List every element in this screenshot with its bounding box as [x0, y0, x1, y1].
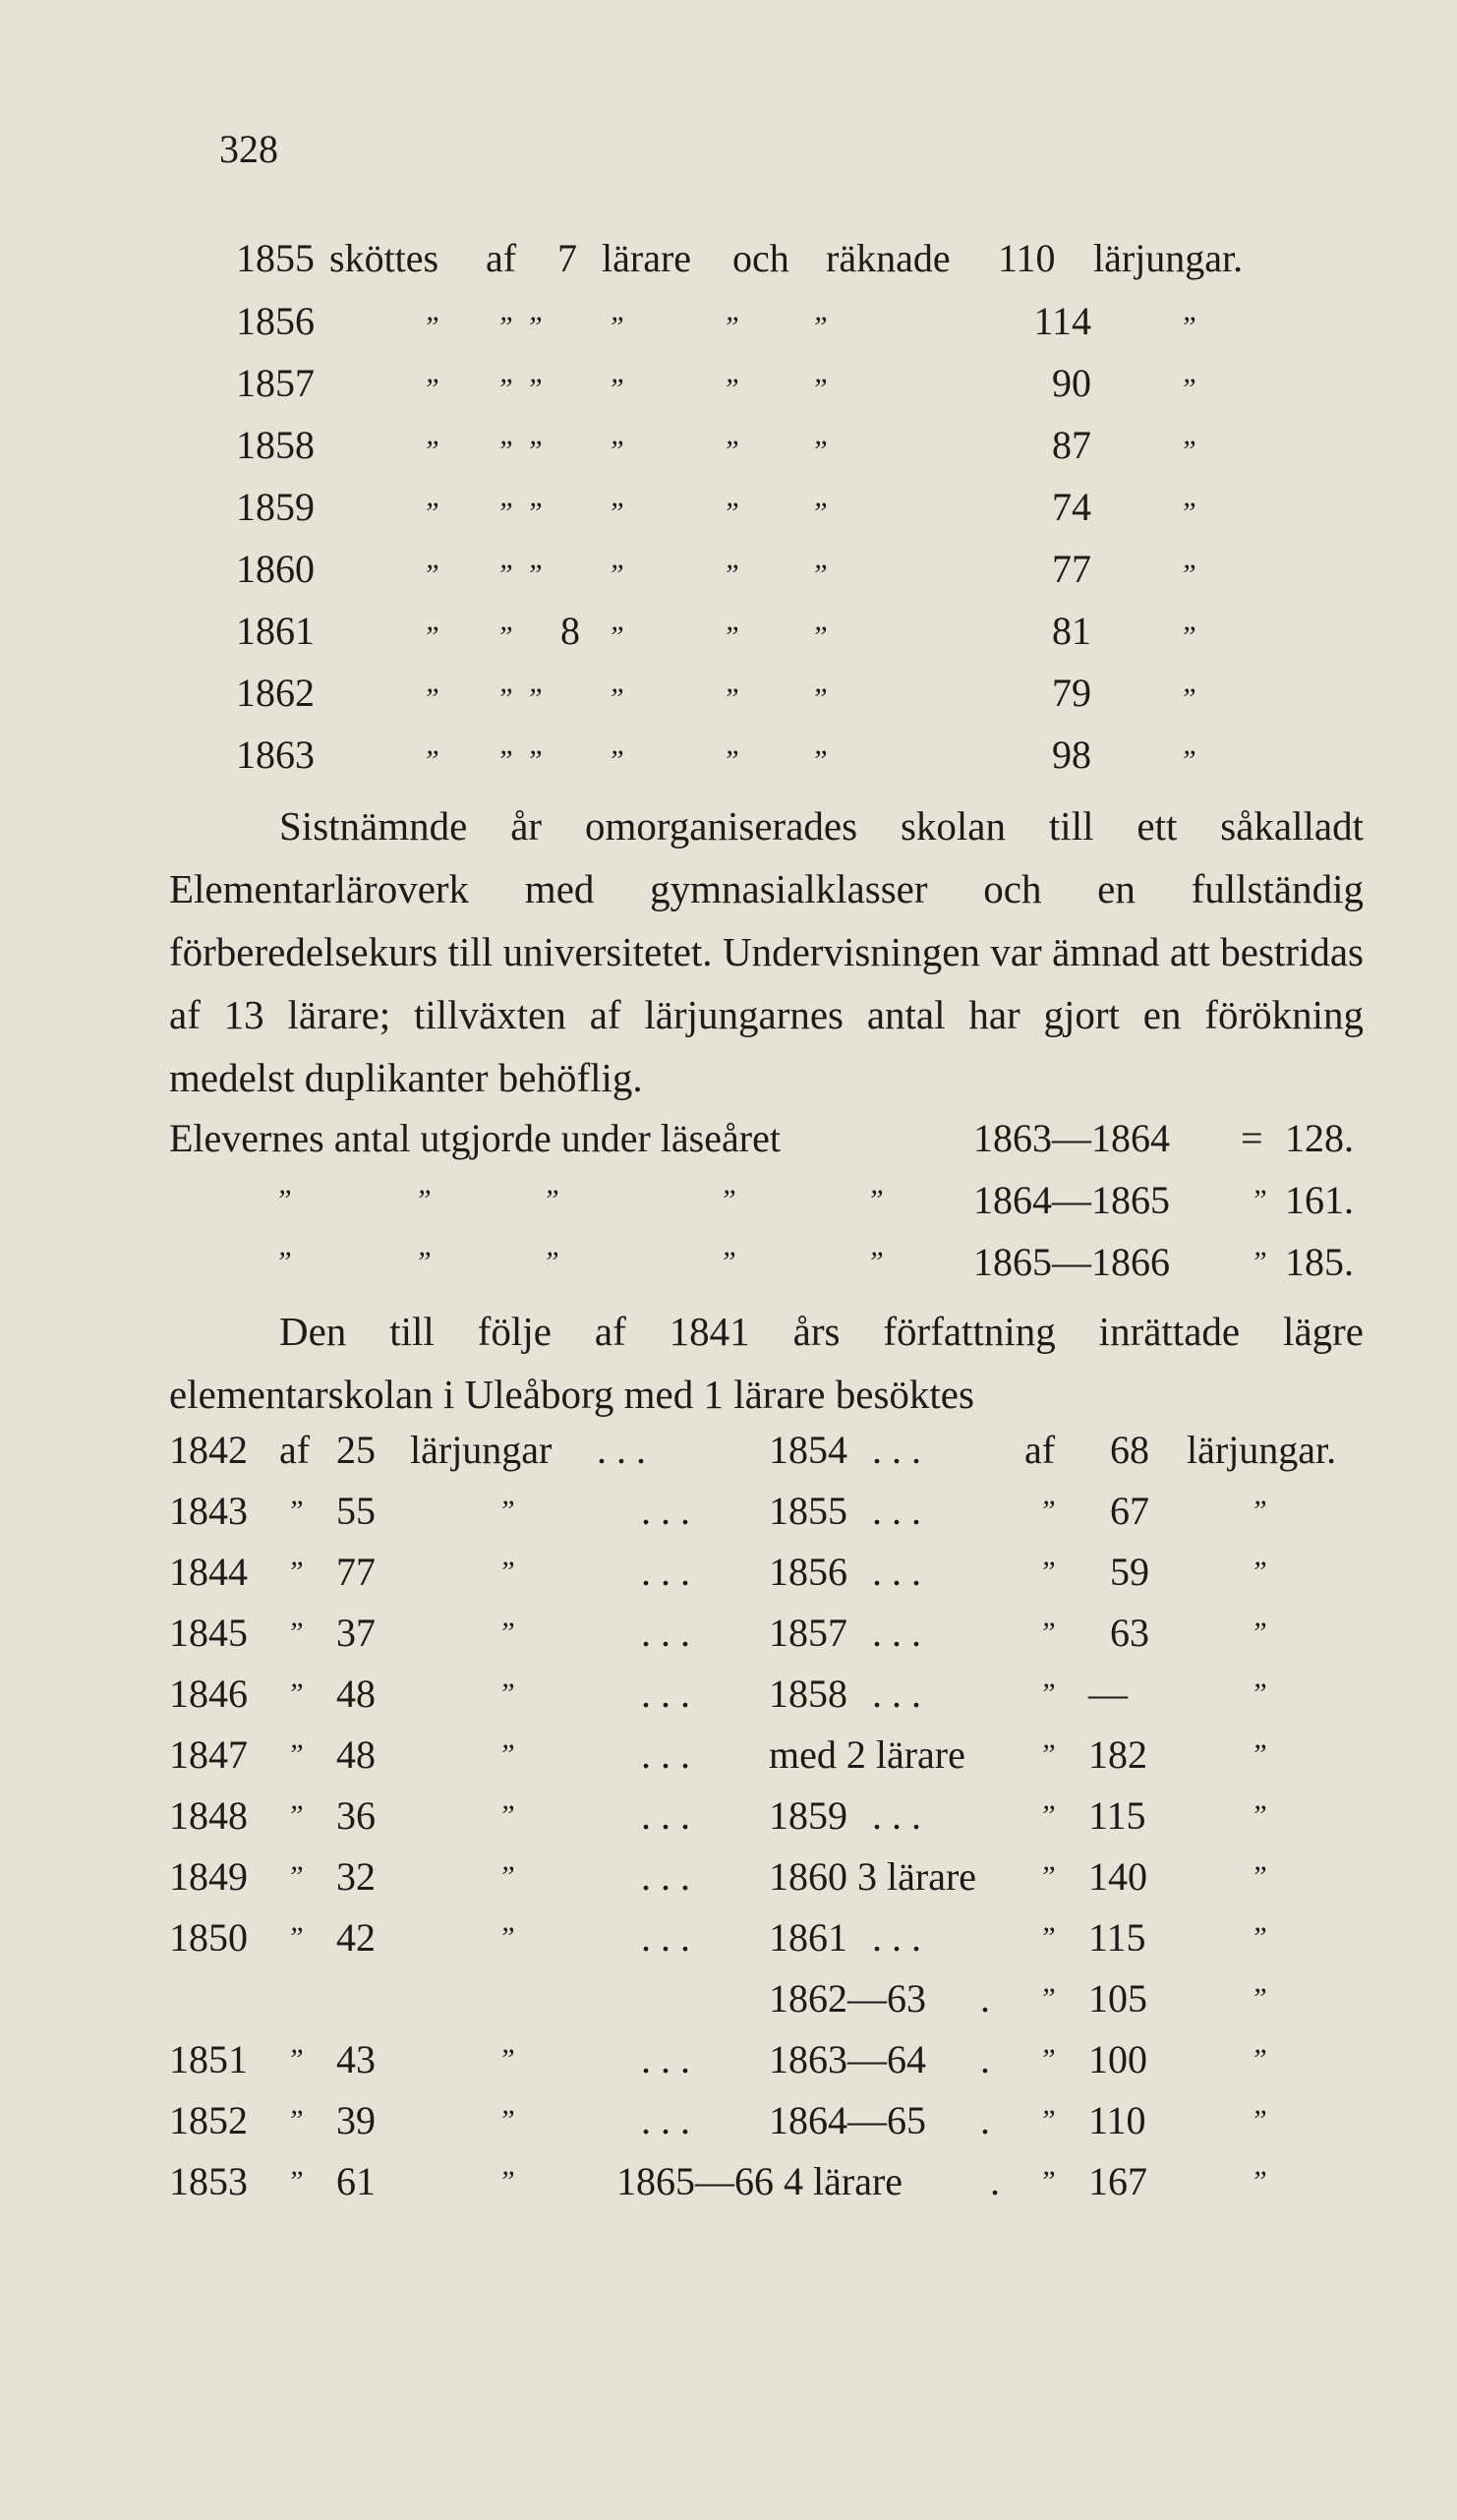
leader-dots: . [980, 2037, 990, 2081]
count-cell: 167 [1088, 2159, 1147, 2203]
table1-row [236, 483, 1196, 532]
year-cell: 1844 [169, 1550, 248, 1594]
ditto-mark: ” [543, 1184, 559, 1216]
ditto-mark: ” [496, 620, 513, 653]
ditto-mark: ” [287, 1616, 304, 1649]
leader-dots: . . . [641, 1854, 690, 1899]
table2-row [169, 2096, 1267, 2145]
ditto-mark: ” [498, 2043, 515, 2076]
ditto-mark: ” [811, 311, 828, 343]
period-label: 1864—65 [769, 2098, 926, 2142]
enrollment-period: 1865—1866 [973, 1240, 1170, 1284]
leader-dots: . . . [872, 1611, 921, 1655]
table2-row [169, 1791, 1267, 1841]
year-cell: 1856 [236, 299, 315, 343]
year-cell: 1842 [169, 1428, 248, 1472]
ditto-mark: ” [415, 1184, 432, 1216]
count-cell: 43 [336, 2037, 376, 2081]
count-cell: 36 [336, 1793, 376, 1838]
year-cell: 1852 [169, 2098, 248, 2142]
ditto-mark: ” [723, 744, 739, 777]
leader-dots: . . . [872, 1428, 921, 1472]
paragraph-elementary-school: Den till följe af 1841 års författning inrättade lägre elementarskolan i Uleåborg med 1 lärare besöktes [169, 1309, 1364, 1417]
enrollment-sep: = [1241, 1116, 1263, 1160]
year-cell: 1846 [169, 1671, 248, 1716]
ditto-mark: ” [287, 1799, 304, 1832]
ditto-mark: ” [287, 1738, 304, 1771]
ditto-mark: ” [811, 558, 828, 591]
ditto-mark: ” [608, 558, 624, 591]
table2-row [169, 1852, 1267, 1902]
leader-dots: . . . [641, 1732, 690, 1777]
ditto-mark: ” [498, 1738, 515, 1771]
leader-dots: . . . [872, 1671, 921, 1716]
ditto-mark: ” [496, 373, 513, 405]
prefix-cell: af [279, 1428, 311, 1472]
period-label: 1862—63 [769, 1976, 926, 2021]
ditto-mark: ” [498, 1494, 515, 1527]
ditto-mark: ” [1251, 1184, 1267, 1216]
ditto-mark: ” [496, 311, 513, 343]
leader-dots: . . . [641, 2037, 690, 2081]
word-cell: och [732, 236, 789, 280]
teacher-count: 8 [560, 609, 580, 653]
leader-dots: . . . [597, 1428, 646, 1472]
ditto-mark: ” [1251, 1921, 1267, 1954]
ditto-mark: ” [526, 435, 543, 467]
period-label: 1854 [769, 1428, 847, 1472]
word-cell: lärjungar. [1093, 236, 1244, 280]
ditto-mark: ” [1039, 1616, 1056, 1649]
ditto-mark: ” [496, 497, 513, 529]
ditto-mark: ” [526, 311, 543, 343]
ditto-mark: ” [608, 620, 624, 653]
ditto-mark: ” [1180, 373, 1196, 405]
ditto-mark: ” [723, 620, 739, 653]
table1-row [236, 545, 1196, 594]
ditto-mark: ” [423, 744, 439, 777]
table2-row [169, 1670, 1267, 1719]
ditto-mark: ” [1180, 497, 1196, 529]
ditto-mark: ” [1039, 1555, 1056, 1588]
ditto-mark: ” [423, 497, 439, 529]
student-count: 74 [1052, 485, 1091, 529]
ditto-mark: ” [1251, 1616, 1267, 1649]
count-cell: 32 [336, 1854, 376, 1899]
enrollment-row [169, 1114, 1354, 1163]
period-label: 1856 [769, 1550, 847, 1594]
ditto-mark: ” [723, 435, 739, 467]
year-cell: 1859 [236, 485, 315, 529]
ditto-mark: ” [526, 744, 543, 777]
ditto-mark: ” [1039, 1738, 1056, 1771]
ditto-mark: ” [1039, 1494, 1056, 1527]
leader-dots: . . . [641, 1550, 690, 1594]
year-cell: 1851 [169, 2037, 248, 2081]
table1-row [236, 731, 1196, 780]
count-cell: 63 [1110, 1611, 1149, 1655]
ditto-mark: ” [811, 620, 828, 653]
table2-row [169, 2157, 1267, 2206]
leader-dots: . . . [641, 1793, 690, 1838]
leader-dots: . [980, 2098, 990, 2142]
count-cell: 61 [336, 2159, 376, 2203]
ditto-mark: ” [811, 682, 828, 715]
year-cell: 1861 [236, 609, 315, 653]
table2-row [169, 2035, 1267, 2084]
ditto-mark: ” [526, 497, 543, 529]
period-label: 1865—66 4 lärare [616, 2159, 903, 2203]
year-cell: 1847 [169, 1732, 248, 1777]
ditto-mark: ” [608, 373, 624, 405]
word-cell: sköttes [329, 236, 439, 280]
year-cell: 1860 [236, 547, 315, 591]
table1-row [236, 297, 1196, 346]
word-cell: lärare [602, 236, 692, 280]
student-count: 90 [1052, 361, 1091, 405]
ditto-mark: ” [1251, 1246, 1267, 1278]
count-cell: 110 [1088, 2098, 1146, 2142]
count-cell: 37 [336, 1611, 376, 1655]
ditto-mark: ” [867, 1184, 884, 1216]
year-cell: 1845 [169, 1611, 248, 1655]
year-cell: 1863 [236, 733, 315, 777]
ditto-mark: ” [287, 2165, 304, 2198]
ditto-mark: ” [1251, 2165, 1267, 2198]
count-cell: 48 [336, 1732, 376, 1777]
year-cell: 1858 [236, 423, 315, 467]
ditto-mark: ” [1180, 744, 1196, 777]
ditto-mark: ” [723, 682, 739, 715]
leader-dots: . [980, 1976, 990, 2021]
ditto-mark: ” [1039, 1799, 1056, 1832]
ditto-mark: ” [498, 1677, 515, 1710]
ditto-mark: ” [1180, 435, 1196, 467]
ditto-mark: ” [867, 1246, 884, 1278]
leader-dots: . . . [872, 1793, 921, 1838]
enrollment-text: Elevernes antal utgjorde under läseåret [169, 1116, 781, 1160]
year-cell: 1849 [169, 1854, 248, 1899]
ditto-mark: ” [496, 558, 513, 591]
ditto-mark: ” [496, 744, 513, 777]
year-cell: 1848 [169, 1793, 248, 1838]
ditto-mark: ” [811, 435, 828, 467]
count-cell: 48 [336, 1671, 376, 1716]
year-cell: 1853 [169, 2159, 248, 2203]
ditto-mark: ” [723, 311, 739, 343]
student-count: 81 [1052, 609, 1091, 653]
leader-dots: . . . [641, 1915, 690, 1960]
ditto-mark: ” [1251, 1738, 1267, 1771]
leader-dots: . . . [872, 1489, 921, 1533]
word-cell: af [486, 236, 517, 280]
count-cell: 55 [336, 1489, 376, 1533]
ditto-mark: ” [1039, 2043, 1056, 2076]
ditto-mark: ” [608, 497, 624, 529]
ditto-mark: ” [423, 682, 439, 715]
count-cell: 77 [336, 1550, 376, 1594]
ditto-mark: ” [423, 558, 439, 591]
leader-dots: . . . [641, 1671, 690, 1716]
leader-dots: . . . [872, 1915, 921, 1960]
ditto-mark: ” [1251, 1555, 1267, 1588]
ditto-mark: ” [1039, 1982, 1056, 2015]
ditto-mark: ” [811, 744, 828, 777]
ditto-mark: ” [1251, 1677, 1267, 1710]
table1-row [236, 669, 1196, 718]
ditto-mark: ” [811, 373, 828, 405]
year-cell: 1857 [236, 361, 315, 405]
word-cell: räknade [826, 236, 951, 280]
ditto-mark: ” [1039, 1860, 1056, 1893]
student-count: 77 [1052, 547, 1091, 591]
ditto-mark: ” [1251, 1799, 1267, 1832]
ditto-mark: ” [498, 1616, 515, 1649]
count-cell: 68 [1110, 1428, 1149, 1472]
count-cell: 25 [336, 1428, 376, 1472]
ditto-mark: ” [723, 558, 739, 591]
ditto-mark: ” [1180, 682, 1196, 715]
ditto-mark: ” [1039, 2104, 1056, 2137]
table2-row [169, 1730, 1267, 1780]
ditto-mark: ” [608, 435, 624, 467]
leader-dots: . . . [641, 1611, 690, 1655]
ditto-mark: ” [1039, 2165, 1056, 2198]
student-count: 98 [1052, 733, 1091, 777]
ditto-mark: ” [423, 620, 439, 653]
ditto-mark: ” [543, 1246, 559, 1278]
leader-dots: . . . [872, 1550, 921, 1594]
period-label: 1860 3 lärare [769, 1854, 977, 1899]
ditto-mark: ” [498, 1860, 515, 1893]
count-cell: 115 [1088, 1915, 1146, 1960]
period-label: 1863—64 [769, 2037, 926, 2081]
count-cell: 67 [1110, 1489, 1149, 1533]
ditto-mark: ” [498, 2165, 515, 2198]
ditto-mark: ” [608, 311, 624, 343]
ditto-mark: ” [526, 558, 543, 591]
teacher-count: 7 [557, 236, 577, 280]
period-label: 1858 [769, 1671, 847, 1716]
ditto-mark: ” [1180, 558, 1196, 591]
ditto-mark: ” [608, 744, 624, 777]
ditto-mark: ” [496, 682, 513, 715]
ditto-mark: ” [1180, 620, 1196, 653]
ditto-mark: ” [275, 1184, 292, 1216]
enrollment-period: 1863—1864 [973, 1116, 1170, 1160]
table1-first-row [236, 234, 1244, 283]
table2-row [169, 1548, 1267, 1597]
year-cell: 1850 [169, 1915, 248, 1960]
period-label: 1859 [769, 1793, 847, 1838]
ditto-mark: ” [287, 1860, 304, 1893]
count-cell: — [1088, 1671, 1128, 1716]
table2-row [169, 1913, 1267, 1963]
period-label: med 2 lärare [769, 1732, 965, 1777]
ditto-mark: ” [723, 373, 739, 405]
table2-row [169, 1426, 1337, 1475]
ditto-mark: ” [1251, 2104, 1267, 2137]
ditto-mark: ” [498, 1921, 515, 1954]
enrollment-value: 128. [1285, 1116, 1354, 1160]
unit-cell: lärjungar. [1187, 1428, 1337, 1472]
period-label: 1857 [769, 1611, 847, 1655]
ditto-mark: ” [1251, 1494, 1267, 1527]
page-number: 328 [219, 127, 278, 171]
count-cell: 115 [1088, 1793, 1146, 1838]
leader-dots: . . . [641, 1489, 690, 1533]
ditto-mark: ” [720, 1184, 736, 1216]
ditto-mark: ” [723, 497, 739, 529]
ditto-mark: ” [498, 2104, 515, 2137]
table2-row [169, 1487, 1267, 1536]
ditto-mark: ” [498, 1799, 515, 1832]
ditto-mark: ” [811, 497, 828, 529]
ditto-mark: ” [287, 2043, 304, 2076]
count-cell: 59 [1110, 1550, 1149, 1594]
student-count: 87 [1052, 423, 1091, 467]
ditto-mark: ” [608, 682, 624, 715]
year-cell: 1843 [169, 1489, 248, 1533]
ditto-mark: ” [287, 2104, 304, 2137]
ditto-mark: ” [287, 1921, 304, 1954]
leader-dots: . . . [641, 2098, 690, 2142]
ditto-mark: ” [526, 373, 543, 405]
leader-dots: . [990, 2159, 1000, 2203]
ditto-mark: ” [287, 1494, 304, 1527]
count-cell: 100 [1088, 2037, 1147, 2081]
table1-row [236, 607, 1196, 656]
year-cell: 1855 [236, 236, 315, 280]
table1-row [236, 421, 1196, 470]
count-cell: 39 [336, 2098, 376, 2142]
count-cell: 182 [1088, 1732, 1147, 1777]
paragraph-reorganization: Sistnämnde år omorganiserades skolan till ett såkalladt Elementarläroverk med gymnasialklasser och en fullständig förberedelsekurs till universitetet. Undervisningen var ämnad att bestridas af 13 lärare; tillväxten af lärjungarnes antal har gjort en förökning medelst duplikanter behöflig. [169, 803, 1364, 1100]
ditto-mark: ” [498, 1555, 515, 1588]
ditto-mark: ” [1180, 311, 1196, 343]
table2-row [169, 1609, 1267, 1658]
count-cell: 42 [336, 1915, 376, 1960]
ditto-mark: ” [423, 311, 439, 343]
unit-cell: lärjungar [410, 1428, 553, 1472]
ditto-mark: ” [720, 1246, 736, 1278]
student-count: 79 [1052, 671, 1091, 715]
ditto-mark: ” [415, 1246, 432, 1278]
ditto-mark: ” [1251, 2043, 1267, 2076]
ditto-mark: ” [287, 1677, 304, 1710]
prefix-cell: af [1024, 1428, 1056, 1472]
period-label: 1855 [769, 1489, 847, 1533]
ditto-mark: ” [526, 682, 543, 715]
ditto-mark: ” [1039, 1677, 1056, 1710]
enrollment-period: 1864—1865 [973, 1178, 1170, 1222]
count-cell: 140 [1088, 1854, 1147, 1899]
count-cell: 105 [1088, 1976, 1147, 2021]
ditto-mark: ” [1251, 1982, 1267, 2015]
enrollment-value: 161. [1285, 1178, 1354, 1222]
student-count: 110 [998, 236, 1056, 280]
student-count: 114 [1033, 299, 1091, 343]
ditto-mark: ” [1039, 1921, 1056, 1954]
ditto-mark: ” [496, 435, 513, 467]
ditto-mark: ” [275, 1246, 292, 1278]
ditto-mark: ” [423, 435, 439, 467]
ditto-mark: ” [423, 373, 439, 405]
period-label: 1861 [769, 1915, 847, 1960]
table1-row [236, 359, 1196, 408]
year-cell: 1862 [236, 671, 315, 715]
ditto-mark: ” [1251, 1860, 1267, 1893]
enrollment-value: 185. [1285, 1240, 1354, 1284]
ditto-mark: ” [287, 1555, 304, 1588]
